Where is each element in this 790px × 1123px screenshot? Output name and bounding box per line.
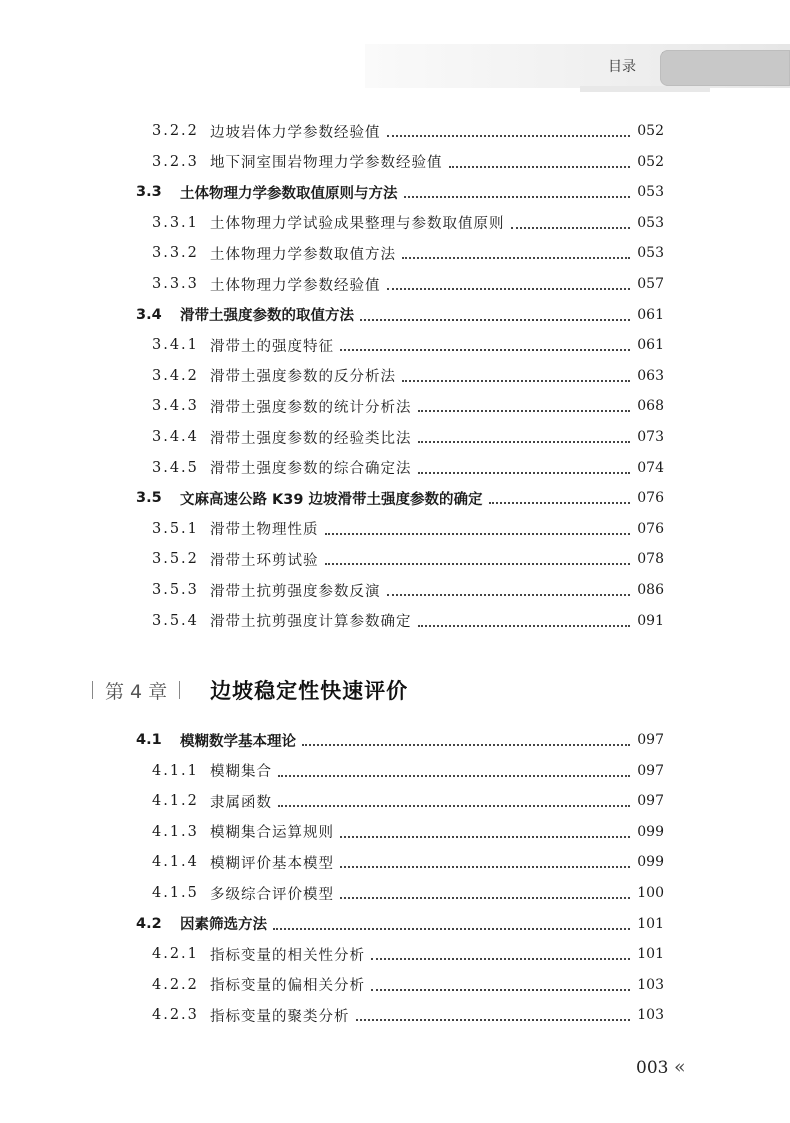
toc-subsection-entry[interactable] (152, 789, 664, 813)
toc-entry-number: 3.4.5 (152, 459, 199, 476)
toc-entry-page: 103 (637, 1007, 664, 1024)
header-underline (580, 86, 710, 92)
toc-entry-page: 097 (637, 793, 664, 810)
toc-entry-number: 4.2 (136, 915, 162, 932)
toc-entry-number: 4.2.2 (152, 976, 199, 993)
toc-subsection-entry[interactable] (152, 881, 664, 905)
toc-entry-page: 097 (637, 732, 664, 748)
toc-entry-number: 3.5.4 (152, 612, 199, 629)
toc-subsection-entry[interactable] (152, 241, 664, 265)
toc-leader-dots (511, 225, 631, 229)
toc-entry-title: 边坡岩体力学参数经验值 (210, 124, 381, 141)
toc-entry-title: 滑带土抗剪强度参数反演 (210, 583, 381, 600)
toc-entry-page: 052 (637, 153, 664, 170)
toc-entry-title: 因素筛选方法 (180, 917, 267, 934)
toc-entry-page: 061 (637, 306, 664, 323)
toc-entry-number: 3.2.2 (152, 123, 199, 139)
toc-subsection-entry[interactable] (152, 456, 664, 480)
toc-entry-number: 3.4.1 (152, 337, 199, 354)
page-number: 003 (636, 1058, 669, 1078)
chapter-bar-left (92, 681, 93, 699)
toc-leader-dots (340, 864, 630, 868)
toc-leader-dots (418, 470, 631, 474)
toc-subsection-entry[interactable] (152, 425, 664, 449)
toc-leader-dots (356, 1017, 631, 1021)
toc-entry-number: 3.5.3 (152, 582, 199, 598)
toc-entry-title: 指标变量的相关性分析 (210, 947, 365, 964)
toc-leader-dots (371, 956, 630, 960)
toc-entry-number: 4.1.2 (152, 793, 199, 810)
toc-leader-dots (325, 561, 631, 565)
toc-subsection-entry[interactable] (152, 211, 664, 235)
toc-entry-title: 滑带土强度参数的反分析法 (210, 369, 396, 386)
toc-entry-number: 3.4 (136, 306, 162, 323)
toc-section-entry[interactable] (136, 180, 664, 204)
toc-leader-dots (278, 773, 630, 777)
toc-entry-page: 099 (637, 854, 664, 871)
toc-subsection-entry[interactable] (152, 1003, 664, 1027)
toc-subsection-entry[interactable] (152, 820, 664, 844)
toc-entry-title: 地下洞室围岩物理力学参数经验值 (210, 155, 443, 172)
toc-subsection-entry[interactable] (152, 547, 664, 571)
toc-entry-number: 4.1.3 (152, 823, 199, 840)
toc-section-entry[interactable] (136, 912, 664, 936)
toc-subsection-entry[interactable] (152, 333, 664, 357)
toc-leader-dots (325, 531, 631, 535)
toc-entry-page: 053 (637, 245, 664, 262)
toc-leader-dots (387, 286, 631, 290)
chapter-label: 第 4 章 (105, 680, 168, 703)
toc-entry-page: 076 (637, 520, 664, 537)
toc-leader-dots (489, 500, 630, 504)
toc-leader-dots (449, 164, 631, 168)
toc-entry-page: 061 (637, 337, 664, 354)
toc-entry-page: 099 (637, 823, 664, 840)
toc-entry-page: 053 (637, 214, 664, 231)
toc-leader-dots (302, 742, 630, 746)
toc-leader-dots (371, 987, 630, 991)
toc-entry-title: 土体物理力学参数经验值 (210, 277, 381, 294)
toc-entry-number: 4.1 (136, 732, 162, 748)
toc-leader-dots (387, 592, 631, 596)
toc-subsection-entry[interactable] (152, 394, 664, 418)
toc-entry-number: 3.3.3 (152, 276, 199, 292)
toc-entry-page: 101 (637, 915, 664, 932)
toc-subsection-entry[interactable] (152, 150, 664, 174)
toc-entry-number: 3.3.1 (152, 214, 199, 231)
toc-entry-page: 103 (637, 976, 664, 993)
header-tab-decoration (660, 50, 790, 86)
toc-subsection-entry[interactable] (152, 850, 664, 874)
toc-leader-dots (340, 347, 630, 351)
page-mark-icon: « (674, 1056, 686, 1078)
toc-entry-page: 078 (637, 551, 664, 568)
toc-leader-dots (360, 317, 630, 321)
toc-entry-title: 土体物理力学试验成果整理与参数取值原则 (210, 216, 505, 233)
toc-entry-number: 3.4.4 (152, 429, 199, 445)
toc-entry-title: 滑带土抗剪强度计算参数确定 (210, 614, 412, 631)
toc-subsection-entry[interactable] (152, 578, 664, 602)
chapter-title: 边坡稳定性快速评价 (210, 679, 409, 703)
toc-entry-number: 4.2.1 (152, 946, 199, 963)
toc-entry-number: 3.2.3 (152, 153, 199, 170)
toc-entry-page: 076 (637, 490, 664, 507)
toc-entry-number: 3.5.2 (152, 551, 199, 568)
toc-entry-title: 模糊数学基本理论 (180, 733, 296, 750)
toc-leader-dots (340, 834, 630, 838)
toc-entry-title: 模糊集合 (210, 764, 272, 781)
toc-section-entry[interactable] (136, 486, 664, 510)
toc-entry-title: 土体物理力学参数取值原则与方法 (180, 185, 398, 202)
toc-entry-page: 074 (637, 459, 664, 476)
toc-entry-title: 滑带土物理性质 (210, 522, 319, 539)
toc-entry-title: 滑带土强度参数的统计分析法 (210, 399, 412, 416)
toc-entry-page: 086 (637, 582, 664, 598)
toc-entry-number: 3.5 (136, 490, 162, 507)
toc-entry-number: 3.3.2 (152, 245, 199, 262)
toc-entry-title: 滑带土强度参数的经验类比法 (210, 430, 412, 447)
toc-subsection-entry[interactable] (152, 517, 664, 541)
toc-entry-number: 3.5.1 (152, 520, 199, 537)
toc-entry-title: 模糊评价基本模型 (210, 855, 334, 872)
header-title: 目录 (608, 59, 636, 75)
toc-entry-page: 052 (637, 123, 664, 139)
toc-entry-page: 068 (637, 398, 664, 415)
toc-subsection-entry[interactable] (152, 973, 664, 997)
toc-entry-number: 4.1.1 (152, 762, 199, 779)
toc-entry-number: 3.3 (136, 184, 162, 201)
toc-entry-title: 指标变量的偏相关分析 (210, 978, 365, 995)
toc-entry-page: 101 (637, 946, 664, 963)
toc-entry-title: 隶属函数 (210, 794, 272, 811)
toc-subsection-entry[interactable] (152, 364, 664, 388)
toc-entry-title: 指标变量的聚类分析 (210, 1008, 350, 1025)
toc-leader-dots (402, 378, 630, 382)
toc-entry-number: 4.1.4 (152, 854, 199, 871)
toc-entry-number: 3.4.3 (152, 398, 199, 415)
toc-entry-title: 滑带土的强度特征 (210, 338, 334, 355)
chapter-bar-right (179, 681, 180, 699)
toc-entry-page: 073 (637, 429, 664, 445)
toc-leader-dots (418, 408, 631, 412)
toc-entry-title: 滑带土环剪试验 (210, 552, 319, 569)
toc-entry-page: 063 (637, 367, 664, 384)
toc-subsection-entry[interactable] (152, 609, 664, 633)
toc-entry-title: 文麻高速公路 K39 边坡滑带土强度参数的确定 (180, 491, 483, 508)
toc-leader-dots (402, 255, 630, 259)
toc-entry-page: 097 (637, 762, 664, 779)
toc-section-entry[interactable] (136, 303, 664, 327)
toc-entry-number: 4.1.5 (152, 885, 199, 901)
toc-entry-page: 100 (637, 885, 664, 901)
toc-subsection-entry[interactable] (152, 942, 664, 966)
toc-entry-page: 091 (637, 612, 664, 629)
toc-leader-dots (278, 803, 630, 807)
toc-section-entry[interactable] (136, 728, 664, 752)
toc-entry-title: 土体物理力学参数取值方法 (210, 246, 396, 263)
toc-entry-page: 057 (637, 276, 664, 292)
toc-leader-dots (340, 895, 630, 899)
toc-subsection-entry[interactable] (152, 119, 664, 143)
toc-entry-number: 4.2.3 (152, 1007, 199, 1024)
toc-subsection-entry[interactable] (152, 759, 664, 783)
toc-entry-title: 滑带土强度参数的综合确定法 (210, 461, 412, 478)
toc-leader-dots (387, 133, 631, 137)
toc-entry-page: 053 (637, 184, 664, 201)
toc-entry-title: 多级综合评价模型 (210, 886, 334, 903)
toc-leader-dots (273, 926, 630, 930)
toc-subsection-entry[interactable] (152, 272, 664, 296)
toc-entry-title: 模糊集合运算规则 (210, 825, 334, 842)
toc-leader-dots (418, 623, 631, 627)
toc-leader-dots (418, 439, 631, 443)
chapter-heading[interactable] (92, 675, 408, 705)
toc-entry-title: 滑带土强度参数的取值方法 (180, 308, 354, 325)
toc-leader-dots (404, 194, 631, 198)
toc-entry-number: 3.4.2 (152, 367, 199, 384)
